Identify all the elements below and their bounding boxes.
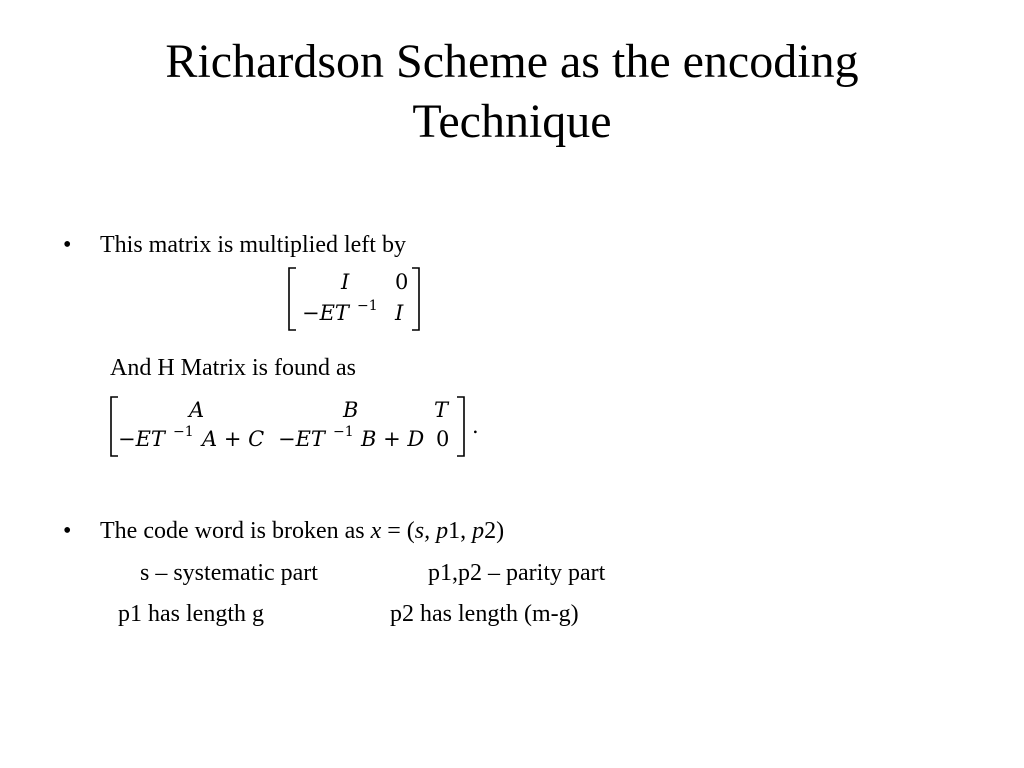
matrix-exponent: −1	[173, 424, 194, 440]
bullet-code-word	[63, 517, 505, 545]
matrix-entry: B	[343, 398, 359, 422]
num-1: 1,	[448, 518, 473, 544]
note-parity: p1,p2 – parity part	[428, 560, 606, 586]
h-matrix	[104, 395, 494, 459]
matrix-entry: −ET	[118, 427, 165, 451]
title-line-1: Richardson Scheme as the encoding	[165, 35, 859, 88]
bullet-marker: •	[63, 518, 72, 544]
note-p1-length: p1 has length g	[118, 601, 264, 627]
left-bracket	[111, 397, 118, 456]
note-systematic: s – systematic part	[140, 560, 318, 586]
var-s: s,	[414, 518, 431, 544]
matrix-entry: 0	[436, 427, 450, 451]
bullet-text: This matrix is multiplied left by	[100, 232, 406, 258]
matrix-exponent: −1	[333, 424, 354, 440]
num-2: 2)	[484, 518, 505, 544]
matrix-entry: −ET	[278, 427, 325, 451]
slide-title	[0, 32, 1024, 152]
matrix-entry: I	[395, 301, 404, 325]
matrix-entry: T	[434, 398, 449, 422]
var-x: x	[370, 518, 382, 544]
var-p-b: p	[472, 518, 485, 544]
right-bracket	[457, 397, 464, 456]
var-p-a: p	[430, 518, 449, 544]
left-multiplier-matrix	[285, 266, 445, 332]
matrix-trailing-period: .	[472, 414, 479, 438]
matrix-entry: B + D	[361, 427, 425, 451]
matrix-entry: I	[341, 270, 350, 294]
h-matrix-caption: And H Matrix is found as	[110, 355, 356, 381]
matrix-exponent: −1	[357, 298, 378, 314]
note-p2-length: p2 has length (m-g)	[390, 601, 579, 627]
left-bracket	[289, 268, 296, 330]
matrix-entry: A + C	[202, 427, 265, 451]
matrix-entry: 0	[395, 270, 409, 294]
bullet-text: The code word is broken as	[100, 518, 371, 544]
right-bracket	[412, 268, 419, 330]
matrix-entry: −ET	[302, 301, 349, 325]
matrix-entry: A	[189, 398, 205, 422]
title-line-2: Technique	[412, 95, 612, 148]
eq-open: = (	[381, 518, 415, 544]
bullet-matrix-multiplied	[63, 231, 406, 259]
bullet-marker: •	[63, 232, 72, 258]
